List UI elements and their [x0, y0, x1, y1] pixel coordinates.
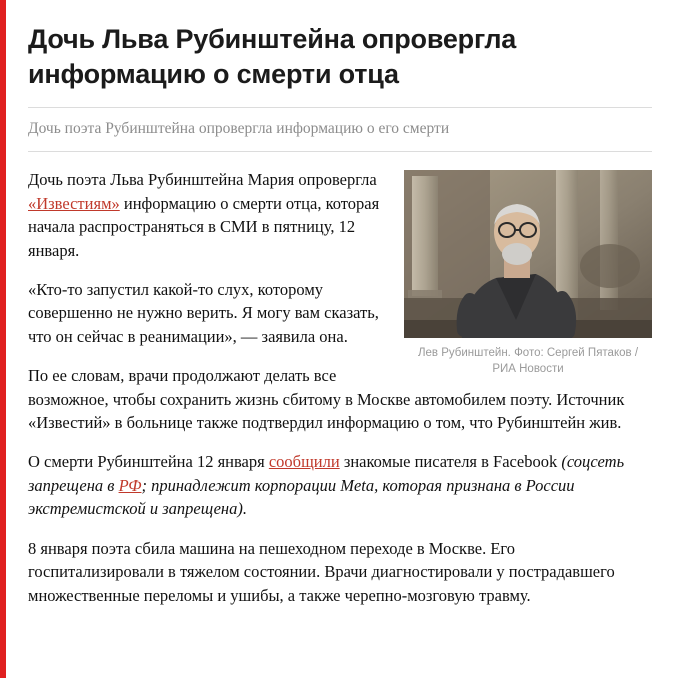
paragraph-5: 8 января поэта сбила машина на пешеходном переходе в Москве. Его госпитализировали в тяжелом состоянии. Врачи диагностировали у пострадавшего множественные переломы и ушибы, а также черепно-мозговую травму.: [28, 538, 615, 605]
paragraph-1-text-b: информацию о смерти отца, которая начала распространяться в СМИ в пятницу, 12 января.: [28, 193, 380, 260]
photo-caption: Лев Рубинштейн. Фото: Сергей Пятаков / РИА Новости: [417, 347, 639, 375]
disclaimer-text-a: (соцсеть запрещена в: [28, 452, 625, 495]
article-figure: [404, 170, 652, 377]
rf-link[interactable]: РФ: [118, 475, 142, 495]
subheadline: Дочь поэта Рубинштейна опровергла информацию о его смерти: [28, 120, 450, 138]
paragraph-3: По ее словам, врачи продолжают делать все возможное, чтобы сохранить жизнь сбитому в Москве автомобилем поэту. Источник «Известий» в больнице также подтвердил информацию о том, что Рубинштейн жив.: [28, 366, 625, 433]
accent-bar: [0, 0, 6, 678]
photo-illustration: [404, 170, 652, 338]
subheadline-container: [28, 107, 652, 152]
paragraph-1-text-a: Дочь поэта Льва Рубинштейна Мария опровергла: [28, 170, 377, 190]
report-link[interactable]: сообщили: [268, 452, 340, 472]
izvestia-link[interactable]: «Известиям»: [28, 193, 120, 213]
paragraph-4-text-b: знакомые писателя в Facebook: [339, 452, 562, 472]
paragraph-4: [28, 450, 652, 520]
article-body: [28, 168, 652, 623]
page-title: Дочь Льва Рубинштейна опровергла информацию о смерти отца: [28, 24, 517, 89]
disclaimer-text-b: ; принадлежит корпорации Meta, которая признана в России экстремистской и запрещена).: [28, 475, 575, 519]
paragraph-4-text-a: О смерти Рубинштейна 12 января: [28, 452, 269, 472]
paragraph-2: «Кто-то запустил какой-то слух, которому совершенно не нужно верить. Я могу вам сказать, что он сейчас в реанимации», — заявила она.: [28, 279, 379, 346]
article-photo: [404, 170, 652, 338]
